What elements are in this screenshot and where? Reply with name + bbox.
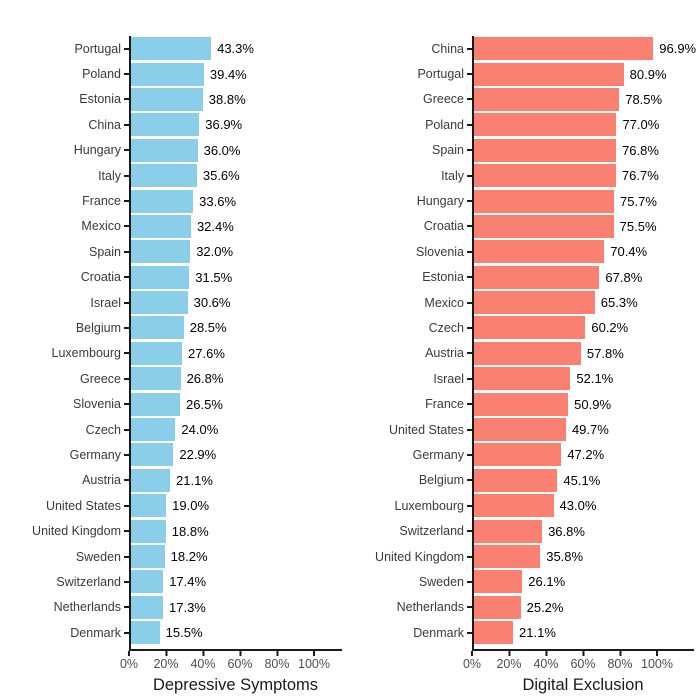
category-label: Portugal xyxy=(74,41,121,56)
bar-row xyxy=(474,620,694,645)
x-axis-tick xyxy=(264,651,289,671)
bar xyxy=(131,240,190,263)
x-tick-mark xyxy=(508,651,510,656)
category-label: Portugal xyxy=(417,67,464,82)
category-label-row xyxy=(350,518,472,543)
category-label: Greece xyxy=(423,92,464,107)
category-label-row xyxy=(0,315,129,340)
bar xyxy=(131,621,160,644)
bar xyxy=(474,596,521,619)
x-axis-tick xyxy=(190,651,215,671)
category-label: France xyxy=(82,194,121,209)
category-label: Croatia xyxy=(423,219,464,234)
category-label: China xyxy=(431,41,464,56)
category-label-row xyxy=(350,188,472,213)
bar-value-label: 33.6% xyxy=(199,193,237,209)
bar-value-label: 21.1% xyxy=(176,472,213,488)
x-tick-label: 40% xyxy=(533,657,559,672)
category-label: United Kingdom xyxy=(375,549,464,564)
x-axis-tick xyxy=(533,651,558,671)
x-axis-title: Digital Exclusion xyxy=(522,676,644,695)
bar xyxy=(131,520,166,543)
bar-value-label: 26.8% xyxy=(186,371,224,387)
bar-row xyxy=(131,442,342,467)
bar-value-label: 57.8% xyxy=(586,345,624,361)
bar-row xyxy=(131,569,342,594)
bar xyxy=(474,418,566,441)
category-label: Switzerland xyxy=(399,524,464,539)
category-label: Italy xyxy=(98,168,121,183)
bar-row xyxy=(474,265,694,290)
category-label: Spain xyxy=(432,143,464,158)
bar-row xyxy=(474,569,694,594)
category-label: Hungary xyxy=(416,194,464,209)
category-label: Czech xyxy=(85,422,121,437)
bar-row xyxy=(131,214,342,239)
category-label: Netherlands xyxy=(53,600,121,615)
x-axis-tick xyxy=(607,651,632,671)
bar xyxy=(474,494,554,517)
bar xyxy=(474,291,595,314)
bar xyxy=(131,596,163,619)
category-label: Poland xyxy=(82,67,121,82)
category-label: Croatia xyxy=(80,270,121,285)
x-axis-title: Depressive Symptoms xyxy=(152,676,319,695)
category-label-row xyxy=(350,315,472,340)
category-label-row xyxy=(350,569,472,594)
bar-row xyxy=(131,36,342,61)
category-label-row xyxy=(0,493,129,518)
category-label-row xyxy=(350,163,472,188)
bar-value-label: 35.8% xyxy=(546,549,584,564)
category-label: Greece xyxy=(80,371,121,386)
bar-value-label: 76.7% xyxy=(621,168,659,184)
category-label: Israel xyxy=(433,371,464,386)
bar-value-label: 15.5% xyxy=(165,625,203,641)
category-label-row xyxy=(0,265,129,290)
bar-value-label: 76.8% xyxy=(622,142,659,158)
category-label-row xyxy=(350,366,472,391)
bar-value-label: 17.3% xyxy=(169,599,206,615)
bar xyxy=(474,164,616,187)
bar-row xyxy=(474,341,694,366)
x-axis-tick xyxy=(298,651,330,671)
category-label: Netherlands xyxy=(396,600,464,615)
x-tick-mark xyxy=(128,651,130,656)
category-label: Slovenia xyxy=(416,244,464,259)
x-tick-mark xyxy=(656,651,658,656)
bar-row xyxy=(131,493,342,518)
x-axis-tick xyxy=(227,651,252,671)
bar xyxy=(474,393,568,416)
category-label-row xyxy=(350,595,472,620)
bar xyxy=(474,139,616,162)
category-label: Sweden xyxy=(75,549,121,564)
x-tick-mark xyxy=(313,651,315,656)
bar-row xyxy=(474,493,694,518)
bar-row xyxy=(131,188,342,213)
x-axis-tick xyxy=(463,651,481,671)
category-label-row xyxy=(350,468,472,493)
bar-value-label: 52.1% xyxy=(576,371,614,387)
x-tick-mark xyxy=(239,651,241,656)
bar-row xyxy=(474,595,694,620)
category-label: China xyxy=(88,117,121,132)
bar-row xyxy=(131,468,342,493)
category-label: United Kingdom xyxy=(32,524,121,539)
category-label-row xyxy=(0,36,129,61)
x-axis xyxy=(462,649,694,673)
x-tick-label: 20% xyxy=(496,657,522,672)
category-label: Israel xyxy=(90,295,121,310)
category-label: Austria xyxy=(425,346,464,361)
bar-row xyxy=(474,417,694,442)
category-label-row xyxy=(350,87,472,112)
bar-row xyxy=(474,239,694,264)
bar-row xyxy=(131,315,342,340)
bar xyxy=(474,469,557,492)
bar-value-label: 36.8% xyxy=(548,523,585,539)
x-axis-tick xyxy=(153,651,178,671)
category-label-row xyxy=(350,112,472,137)
x-tick-mark xyxy=(582,651,584,656)
bar-row xyxy=(474,138,694,163)
bar-value-label: 67.8% xyxy=(605,269,643,285)
x-tick-mark xyxy=(471,651,473,656)
bar xyxy=(474,443,561,466)
bar xyxy=(131,266,189,289)
bar-row xyxy=(474,87,694,112)
bar-value-label: 30.6% xyxy=(193,295,231,311)
category-label: Denmark xyxy=(70,625,121,640)
bar-value-label: 25.2% xyxy=(526,599,564,615)
category-label-row xyxy=(0,138,129,163)
category-label-row xyxy=(0,112,129,137)
bar-value-label: 78.5% xyxy=(625,91,663,107)
category-label-row xyxy=(350,239,472,264)
bar-value-label: 43.3% xyxy=(217,41,254,57)
bar xyxy=(474,240,604,263)
bar-value-label: 65.3% xyxy=(600,295,638,311)
bar xyxy=(131,113,199,136)
category-label-row xyxy=(350,290,472,315)
bar xyxy=(474,63,624,86)
bar xyxy=(474,113,616,136)
x-tick-mark xyxy=(202,651,204,656)
category-label-row xyxy=(0,341,129,366)
category-label: Sweden xyxy=(418,574,464,589)
category-label-row xyxy=(0,61,129,86)
x-tick-label: 0% xyxy=(119,657,139,672)
category-label: Spain xyxy=(89,244,121,259)
x-axis-tick xyxy=(570,651,595,671)
bar-value-label: 35.6% xyxy=(202,168,240,184)
bar-row xyxy=(474,188,694,213)
bar xyxy=(131,291,188,314)
x-tick-mark xyxy=(619,651,621,656)
plot-area xyxy=(472,36,697,649)
bar-value-label: 21.1% xyxy=(519,625,556,641)
category-label-row xyxy=(350,620,472,645)
category-label: France xyxy=(425,397,464,412)
category-label: Mexico xyxy=(424,295,464,310)
category-label-row xyxy=(350,417,472,442)
category-label-row xyxy=(0,595,129,620)
bar xyxy=(131,367,181,390)
bar xyxy=(474,316,585,339)
category-label: Austria xyxy=(82,473,121,488)
panel-depressive-symptoms xyxy=(0,36,350,695)
bar-row xyxy=(474,112,694,137)
bar-value-label: 26.5% xyxy=(186,396,223,412)
bar-value-label: 32.4% xyxy=(196,218,234,234)
category-label-row xyxy=(350,391,472,416)
bar xyxy=(474,190,614,213)
category-label-row xyxy=(0,468,129,493)
category-label-row xyxy=(350,341,472,366)
bar-row xyxy=(474,315,694,340)
category-label-row xyxy=(0,442,129,467)
category-label: Italy xyxy=(441,168,464,183)
bar-value-label: 80.9% xyxy=(629,66,667,82)
bar-row xyxy=(131,366,342,391)
bar xyxy=(474,520,542,543)
x-tick-label: 100% xyxy=(298,657,330,672)
bar-row xyxy=(474,442,694,467)
x-tick-label: 80% xyxy=(264,657,290,672)
x-tick-label: 0% xyxy=(462,657,482,672)
bar-row xyxy=(131,239,342,264)
x-tick-label: 40% xyxy=(190,657,216,672)
bar-row xyxy=(474,61,694,86)
bar xyxy=(474,545,540,568)
bar-value-label: 96.9% xyxy=(659,41,697,57)
bar xyxy=(131,443,173,466)
x-axis xyxy=(119,649,342,673)
bar-value-label: 77.0% xyxy=(622,117,660,133)
bar-row xyxy=(474,518,694,543)
category-label-row xyxy=(350,265,472,290)
category-label-row xyxy=(0,188,129,213)
bar xyxy=(131,494,166,517)
bar-value-label: 43.0% xyxy=(559,498,597,514)
category-label: Estonia xyxy=(79,92,121,107)
labels-column xyxy=(0,36,129,649)
bar-row xyxy=(131,138,342,163)
bar xyxy=(131,545,165,568)
x-tick-mark xyxy=(545,651,547,656)
bar xyxy=(474,266,599,289)
category-label-row xyxy=(0,569,129,594)
panel-digital-exclusion xyxy=(350,36,700,695)
bar-row xyxy=(474,544,694,569)
category-label: Estonia xyxy=(422,270,464,285)
bar-row xyxy=(474,391,694,416)
category-label-row xyxy=(0,239,129,264)
category-label: Switzerland xyxy=(56,574,121,589)
bar-value-label: 18.2% xyxy=(170,549,208,564)
bar-value-label: 45.1% xyxy=(563,472,601,488)
bar xyxy=(131,393,180,416)
bar-value-label: 18.8% xyxy=(171,523,209,539)
bar-row xyxy=(474,214,694,239)
bar xyxy=(474,621,513,644)
category-label-row xyxy=(0,417,129,442)
category-label: Belgium xyxy=(418,473,464,488)
plot-grid xyxy=(350,36,700,649)
category-label-row xyxy=(350,138,472,163)
x-tick-label: 80% xyxy=(607,657,633,672)
labels-column xyxy=(350,36,472,649)
bar xyxy=(474,342,581,365)
category-label: Belgium xyxy=(75,320,121,335)
bar xyxy=(474,367,570,390)
bar-row xyxy=(131,265,342,290)
bar-row xyxy=(131,341,342,366)
bar-row xyxy=(131,595,342,620)
category-label-row xyxy=(0,163,129,188)
category-label: Hungary xyxy=(73,143,121,158)
x-tick-mark xyxy=(165,651,167,656)
bar xyxy=(131,63,204,86)
bar-value-label: 28.5% xyxy=(189,320,227,336)
category-label: Poland xyxy=(425,117,464,132)
category-label-row xyxy=(0,391,129,416)
category-label: United States xyxy=(45,498,121,513)
bar-row xyxy=(474,163,694,188)
bar-row xyxy=(474,366,694,391)
bar-value-label: 24.0% xyxy=(181,422,219,438)
bar-row xyxy=(131,163,342,188)
bar-value-label: 17.4% xyxy=(169,574,207,590)
category-label-row xyxy=(350,493,472,518)
category-label: Germany xyxy=(69,447,121,462)
bar-value-label: 22.9% xyxy=(179,447,217,463)
bar-row xyxy=(131,112,342,137)
category-label-row xyxy=(0,544,129,569)
bar-value-label: 31.5% xyxy=(195,269,233,285)
x-tick-mark xyxy=(276,651,278,656)
bar xyxy=(131,164,197,187)
x-tick-label: 60% xyxy=(227,657,253,672)
bar-value-label: 47.2% xyxy=(567,447,605,463)
category-label-row xyxy=(350,442,472,467)
bar xyxy=(131,469,170,492)
bar-row xyxy=(474,290,694,315)
bar xyxy=(474,37,653,60)
x-axis-tick xyxy=(641,651,673,671)
bar xyxy=(131,139,198,162)
bar-value-label: 19.0% xyxy=(172,498,210,514)
category-label: Luxembourg xyxy=(51,346,121,361)
bar-value-label: 27.6% xyxy=(188,345,225,361)
bar-row xyxy=(131,87,342,112)
bar-row xyxy=(131,544,342,569)
category-label: Mexico xyxy=(81,219,121,234)
bar-value-label: 26.1% xyxy=(528,574,566,590)
bar xyxy=(131,418,175,441)
bar-value-label: 49.7% xyxy=(571,422,609,438)
plot-area xyxy=(129,36,342,649)
category-label-row xyxy=(350,214,472,239)
bar-value-label: 32.0% xyxy=(196,244,234,260)
category-label-row xyxy=(0,620,129,645)
x-tick-label: 20% xyxy=(153,657,179,672)
category-label-row xyxy=(0,518,129,543)
category-label-row xyxy=(350,36,472,61)
category-label: Luxembourg xyxy=(394,498,464,513)
x-tick-label: 60% xyxy=(570,657,596,672)
bar-value-label: 36.9% xyxy=(205,117,243,133)
bar xyxy=(474,215,614,238)
category-label-row xyxy=(0,87,129,112)
bar-row xyxy=(131,290,342,315)
category-label-row xyxy=(0,214,129,239)
bar-row xyxy=(474,36,697,61)
bar-value-label: 50.9% xyxy=(574,396,612,412)
x-tick-label: 100% xyxy=(641,657,673,672)
category-label: Slovenia xyxy=(73,397,121,412)
bar xyxy=(131,190,193,213)
bar-value-label: 70.4% xyxy=(610,244,648,260)
category-label: Germany xyxy=(412,447,464,462)
bar-value-label: 60.2% xyxy=(591,320,629,336)
bar-value-label: 75.5% xyxy=(619,218,657,234)
x-axis-tick xyxy=(496,651,521,671)
category-label-row xyxy=(0,366,129,391)
bar xyxy=(474,570,522,593)
bar xyxy=(131,570,163,593)
x-axis-tick xyxy=(120,651,138,671)
bar-row xyxy=(131,620,342,645)
bar xyxy=(131,88,203,111)
bar-row xyxy=(131,61,342,86)
bar-row xyxy=(131,417,342,442)
bar xyxy=(131,342,182,365)
bar-value-label: 36.0% xyxy=(203,142,241,158)
bar xyxy=(131,316,184,339)
plot-grid xyxy=(0,36,350,649)
bar-value-label: 39.4% xyxy=(209,66,247,82)
bar-value-label: 38.8% xyxy=(208,91,246,107)
bar-row xyxy=(474,468,694,493)
bar xyxy=(131,215,191,238)
category-label-row xyxy=(0,290,129,315)
category-label-row xyxy=(350,61,472,86)
category-label: Denmark xyxy=(413,625,464,640)
category-label-row xyxy=(350,544,472,569)
bar-row xyxy=(131,518,342,543)
category-label: Czech xyxy=(428,320,464,335)
bar-value-label: 75.7% xyxy=(620,193,657,209)
bar-row xyxy=(131,391,342,416)
bar xyxy=(131,37,211,60)
bar xyxy=(474,88,619,111)
category-label: United States xyxy=(388,422,464,437)
